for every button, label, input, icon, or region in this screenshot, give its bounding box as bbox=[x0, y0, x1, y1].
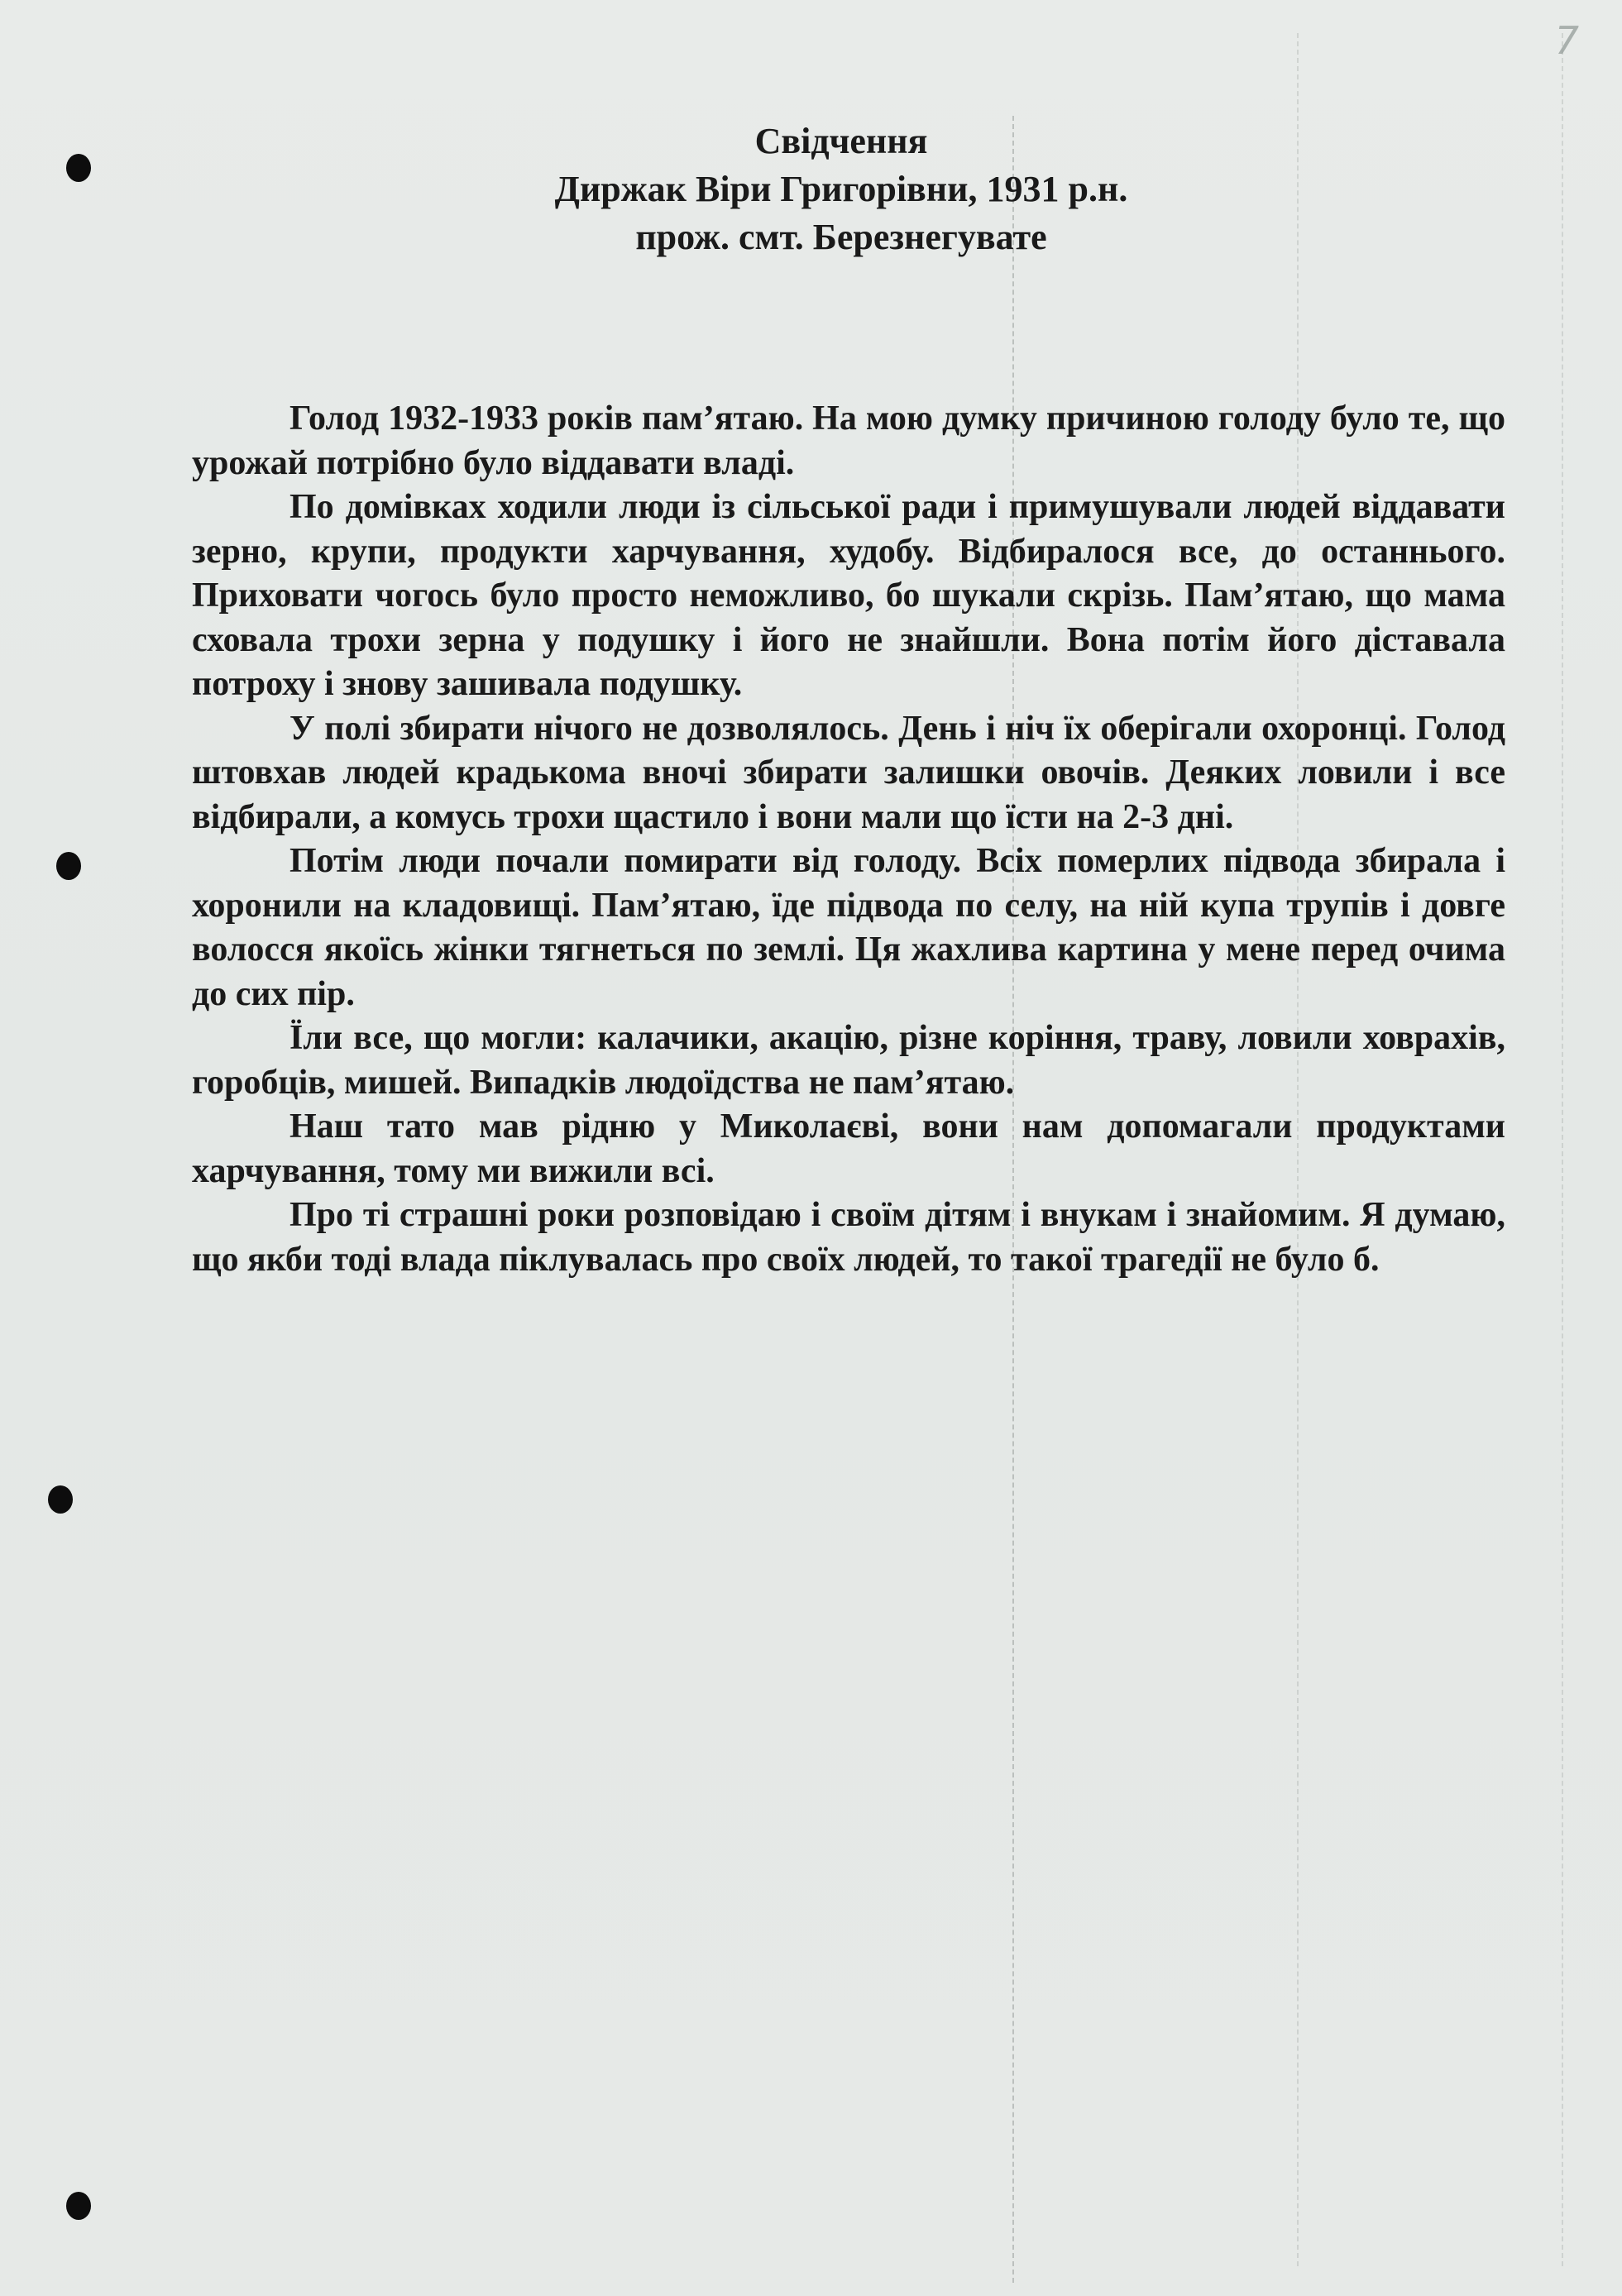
punch-hole-4 bbox=[66, 2192, 91, 2220]
paragraph: Голод 1932-1933 років пам’ятаю. На мою думку причиною голоду було те, що урожай потрібно було віддавати владі. bbox=[192, 399, 1505, 482]
fold-line-right-2 bbox=[1562, 33, 1563, 2266]
punch-hole-3 bbox=[48, 1485, 73, 1514]
paragraph: Потім люди почали помирати від голоду. Всіх померлих підвода збирала і хоронили на кладовищі. Пам’ятаю, їде підвода по селу, на ній купа трупів і довге волосся якоїсь жінки тягнеться по землі. Ця жахлива картина у мене перед очима до сих пір. bbox=[192, 842, 1505, 1013]
paragraph: Їли все, що могли: калачики, акацію, різне коріння, траву, ловили ховрахів, горобців, мишей. Випадків людоїдства не пам’ятаю. bbox=[192, 1019, 1505, 1102]
document-title: Свідчення bbox=[754, 121, 928, 161]
witness-name: Диржак Віри Григорівни, 1931 р.н. bbox=[554, 169, 1128, 209]
paragraph: По домівках ходили люди із сільської ради і примушували людей віддавати зерно, крупи, продукти харчування, худобу. Відбиралося все, до останнього. Приховати чогось було просто неможливо, бо шукали скрізь. Пам’ятаю, що мама сховала трохи зерна у подушку і його не знайшли. Вона потім його діставала потроху і знову зашивала подушку. bbox=[192, 488, 1505, 703]
witness-residence: прож. смт. Березнегувате bbox=[635, 217, 1047, 257]
page-number: 7 bbox=[1554, 18, 1579, 63]
document-header bbox=[0, 117, 1622, 261]
paragraph: Про ті страшні роки розповідаю і своїм дітям і внукам і знайомим. Я думаю, що якби тоді влада піклувалась про своїх людей, то такої трагедії не було б. bbox=[192, 1196, 1505, 1279]
testimony-body bbox=[192, 397, 1505, 1282]
paragraph: Наш тато мав рідню у Миколаєві, вони нам допомагали продуктами харчування, тому ми вижили всі. bbox=[192, 1107, 1505, 1190]
paragraph: У полі збирати нічого не дозволялось. День і ніч їх оберігали охоронці. Голод штовхав людей крадькома вночі збирати залишки овочів. Деяких ловили і все відбирали, а комусь трохи щастило і вони мали що їсти на 2-3 дні. bbox=[192, 709, 1505, 836]
punch-hole-2 bbox=[56, 852, 81, 880]
